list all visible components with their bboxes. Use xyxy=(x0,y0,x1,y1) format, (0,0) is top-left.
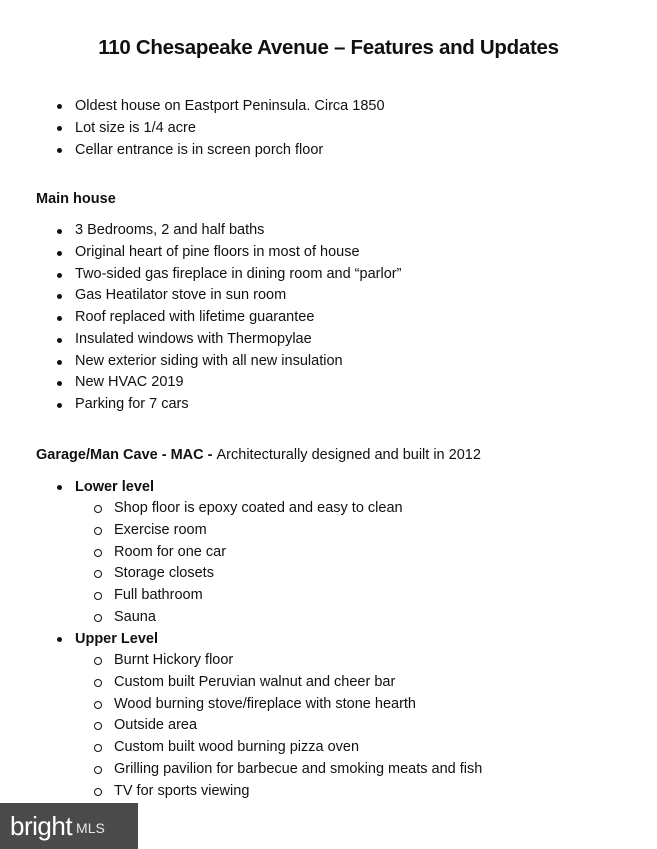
list-item: Exercise room xyxy=(0,520,403,542)
list-item: Lot size is 1/4 acre xyxy=(0,117,385,139)
list-item: Grilling pavilion for barbecue and smoking meats and fish xyxy=(0,759,482,781)
list-item: Custom built wood burning pizza oven xyxy=(0,737,482,759)
list-item: Outside area xyxy=(0,715,482,737)
garage-heading-label: Garage/Man Cave - MAC - xyxy=(36,447,213,463)
list-item: Original heart of pine floors in most of house xyxy=(0,242,401,264)
intro-list xyxy=(0,95,385,161)
logo-brand: bright xyxy=(10,810,73,841)
main-house-heading: Main house xyxy=(36,191,116,207)
lower-level-group xyxy=(0,476,403,629)
page-title: 110 Chesapeake Avenue – Features and Updates xyxy=(98,36,559,59)
logo-suffix: MLS xyxy=(76,820,105,836)
list-item: New HVAC 2019 xyxy=(0,372,401,394)
list-item: Shop floor is epoxy coated and easy to clean xyxy=(0,498,403,520)
main-house-list xyxy=(0,220,401,416)
upper-level-list xyxy=(0,650,482,803)
list-item: TV for sports viewing xyxy=(0,781,482,803)
bright-mls-watermark-logo xyxy=(0,803,138,849)
list-item: Storage closets xyxy=(0,563,403,585)
upper-level-group xyxy=(0,628,482,803)
list-item: Two-sided gas fireplace in dining room and “parlor” xyxy=(0,264,401,286)
list-item: Room for one car xyxy=(0,542,403,564)
list-item: Sauna xyxy=(0,607,403,629)
list-item: Roof replaced with lifetime guarantee xyxy=(0,307,401,329)
garage-heading xyxy=(36,447,481,463)
list-item: Oldest house on Eastport Peninsula. Circa 1850 xyxy=(0,95,385,117)
list-item: Insulated windows with Thermopylae xyxy=(0,329,401,351)
list-item: Parking for 7 cars xyxy=(0,394,401,416)
upper-level-label: Upper Level xyxy=(0,628,482,650)
list-item: Cellar entrance is in screen porch floor xyxy=(0,139,385,161)
list-item: Burnt Hickory floor xyxy=(0,650,482,672)
list-item: Wood burning stove/fireplace with stone hearth xyxy=(0,694,482,716)
garage-description: Architecturally designed and built in 2012 xyxy=(216,447,481,463)
lower-level-label: Lower level xyxy=(0,476,403,498)
list-item: 3 Bedrooms, 2 and half baths xyxy=(0,220,401,242)
list-item: New exterior siding with all new insulation xyxy=(0,351,401,373)
lower-level-list xyxy=(0,498,403,629)
list-item: Full bathroom xyxy=(0,585,403,607)
list-item: Custom built Peruvian walnut and cheer bar xyxy=(0,672,482,694)
list-item: Gas Heatilator stove in sun room xyxy=(0,285,401,307)
